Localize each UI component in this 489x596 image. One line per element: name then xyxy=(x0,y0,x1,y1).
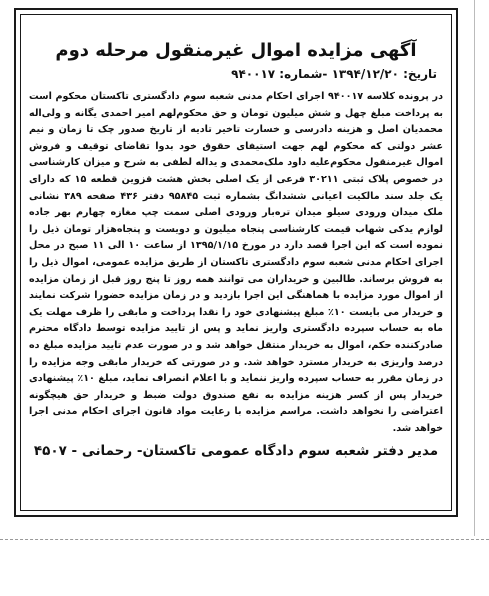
notice-inner-frame xyxy=(20,14,452,511)
cut-line xyxy=(0,539,489,540)
auction-notice xyxy=(14,8,458,517)
notice-date-number: تاریخ: ۱۳۹۴/۱۲/۲۰ -شماره: ۹۴۰۰۱۷ xyxy=(231,67,437,81)
notice-signature: مدیر دفتر شعبه سوم دادگاه عمومی تاکستان- رحمانی - ۴۵۰۷ xyxy=(33,443,439,460)
notice-body: در پرونده کلاسه ۹۴۰۰۱۷ اجرای احکام مدنی شعبه سوم دادگستری تاکستان محکوم است به پرداخت مبلغ چهل و شش میلیون تومان و حق محکوم‌لهم امیر احمدی یگانه و ولی‌اله محمدیان اصل و هزینه دادرسی و خسارت تاخیر تادیه از تاریخ صدور چک تا زمان و نیم عشر دولتی که محکوم لهم جهت استیفای حقوق خود بدوا تقاضای توقیف و فروش اموال غیرمنقول محکوم‌علیه داود ملک‌محمدی و یداله لطفی به شرح و میزان کارشناسی در خصوص پلاک ثبتی ۳۰۲۱۱ فرعی از یک اصلی بخش هشت قزوین قطعه ۱۵ که دارای یک جلد سند مالکیت اعیانی ششدانگ بشماره ثبت ۹۵۸۴۵ دفتر ۴۳۶ صفحه ۳۸۹ نشانی ملک میدان ورودی سیلو میدان تره‌بار ورودی اصلی سمت چپ مغازه چهارم بهر جاده لوازم یدکی شهاب قیمت کارشناسی پنجاه میلیون و دویست و پنجاه‌هزار تومان ذیل را نموده است که این اجرا قصد دارد در مورخ ۱۳۹۵/۱/۱۵ از ساعت ۱۰ الی ۱۱ صبح در محل اجرای احکام مدنی شعبه سوم دادگستری تاکستان از طریق مزایده عمومی، اموال ذیل را به فروش برساند. طالبین و خریداران می توانند همه روز تا پنج روز قبل از زمان مزایده از اموال مورد مزایده با هماهنگی این اجرا بازدید و در زمان مزایده حضورا شرکت نمایند و خریدار می بایست ۱۰٪ مبلغ پیشنهادی خود را نقدا پرداخت و مابقی را ظرف مهلت یک ماه به حساب سپرده دادگستری واریز نماید و پس از تایید مزایده توسط دادگاه محترم صادرکننده حکم، اموال به خریدار منتقل خواهد شد و در صورت عدم تایید مزایده مبلغ ده درصد واریزی به خریدار مسترد خواهد شد. و در صورتی که خریدار مابقی وجه مزایده را در زمان مقرر به حساب سپرده واریز ننماید و با اعلام انصراف نماید، مبلغ ۱۰٪ پیشنهادی خریدار پس از کسر هزینه مزایده به نفع صندوق دولت ضبط و خریدار حق هیچگونه اعتراضی را نخواهد داشت. مراسم مزایده با رعایت مواد قانون اجرای احکام مدنی اجرا خواهد شد. xyxy=(29,91,443,434)
column-divider xyxy=(474,0,475,536)
notice-title: آگهی مزایده اموال غیرمنقول مرحله دوم xyxy=(55,40,417,61)
